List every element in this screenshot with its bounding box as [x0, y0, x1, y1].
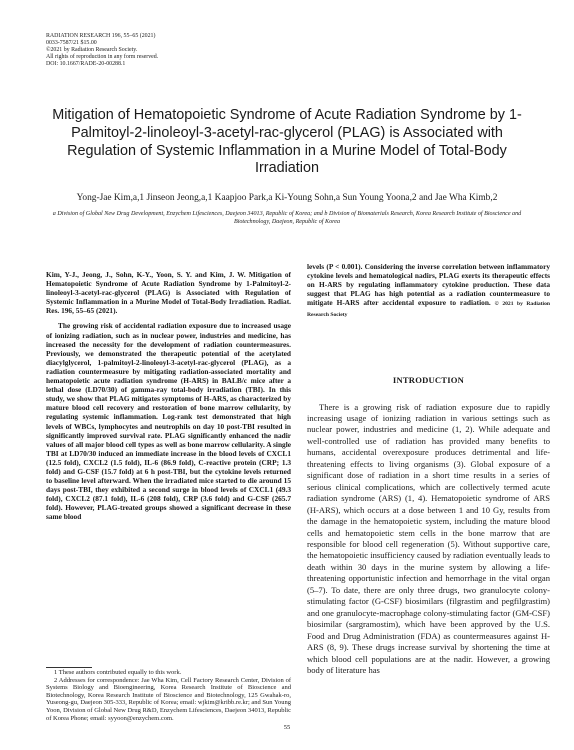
copyright-line: ©2021 by Radiation Research Society. — [46, 47, 138, 54]
page-number: 55 — [283, 724, 291, 731]
abstract-citation: Kim, Y-J., Jeong, J., Sohn, K-Y., Yoon, S. Y. and Kim, J. W. Mitigation of Hematopoietic Syndrome of Acute Radiation Syndrome by 1-Palmitoyl-2-linoleoyl-3-acetyl-rac-glycerol (PLAG) is Associated with Regulation of Systemic Inflammation in a Murine Model of Total-Body Irradiation. Radiat. Res. 196, 55–65 (2021). — [46, 270, 291, 316]
article-title: Mitigation of Hematopoietic Syndrome of Acute Radiation Syndrome by 1-Palmitoyl-2-linoleoyl-3-acetyl-rac-glycerol (PLAG) is Associated with Regulation of Systemic Inflammation in a Murine Model of Total-Body Irradiation — [52, 107, 522, 177]
journal-header — [46, 33, 158, 68]
abstract-continuation — [307, 262, 550, 321]
rights-line: All rights of reproduction in any form reserved. — [46, 54, 159, 61]
affiliations: a Division of Global New Drug Development, Enzychem Lifesciences, Daejeon 34013, Republic of Korea; and b Division of Biomaterials Research, Korea Research Institute of Bioscience and Biotechnology, Daejeon, Republic of Korea — [52, 211, 522, 226]
doi-line: DOI: 10.1667/RADE-20-00288.1 — [46, 61, 126, 68]
abstract-copyright: © 2021 by Radiation Research Society — [307, 301, 551, 319]
issn-line: 0033-7587/21 $15.00 — [46, 40, 97, 47]
introduction-body: There is a growing risk of radiation exposure due to rapidly increasing usage of ionizing radiation in various settings such as nuclear power, industries and medicine (1, 2). While adequate and well-controlled use of radiation has provided many benefits to humans, accidental overexposure produces detrimental and life-threatening effects to living organisms (3). Global exposure of a significant dose of radiation in a short time results in a series of serious clinical complications, which are collectively termed acute radiation syndrome (ARS) (1, 4). Hematopoietic syndrome of ARS (H-ARS), which occurs at a dose between 1 and 10 Gy, results from the damage in the hematopoietic system, including the mature blood cells and hematopoietic stem cells in the bone marrow that are responsible for blood cell regeneration (5). Without supportive care, the hematopoietic insufficiency caused by radiation eventually leads to death within 30 days in the murine system by allowing a life-threatening opportunistic infection and hemorrhage in the vital organ (5–7). To date, there are only three drugs, two granulocyte colony-stimulating factor (G-CSF) biosimilars (filgrastim and pegfilgrastim) and one granulocyte-macrophage colony-stimulating factor (GM-CSF) biosimilar (sargramostim), which have been approved by the U.S. Food and Drug Administration (FDA) as countermeasures against H-ARS (8, 9). These drugs increase survival by shortening the time at which blood cell populations are at the nadir. However, a growing body of literature has — [307, 401, 550, 675]
introduction-heading: INTRODUCTION — [392, 374, 465, 385]
abstract-continuation-text: levels (P < 0.001). Considering the inverse correlation between inflammatory cytokine levels and hematological nadirs, PLAG exerts its therapeutic effects on H-ARS by regulating inflammatory cytokine production. These data suggest that PLAG has high potential as a radiation countermeasure to mitigate H-ARS after accidental exposure to radiation. — [307, 262, 550, 308]
journal-citation-line: RADIATION RESEARCH 196, 55–65 (2021) — [46, 33, 156, 39]
right-column — [307, 262, 550, 676]
footnote-1: 1 These authors contributed equally to this work. — [54, 669, 182, 676]
author-list: Yong-Jae Kim,a,1 Jinseon Jeong,a,1 Kaapjoo Park,a Ki-Young Sohn,a Sun Young Yoona,2 and Jae Wha Kimb,2 — [76, 193, 498, 203]
footnote-divider — [46, 667, 92, 668]
left-column — [46, 270, 291, 522]
footnote-2: 2 Addresses for correspondence: Jae Wha Kim, Cell Factory Research Center, Division of Systems Biology and Bioengineering, Korea Research Institute of Bioscience and Biotechnology, Korea Research Institute of Bioscience and Biotechnology, 125 Gwahak-ro, Yuseong-gu, Daejeon 305-333, Republic of Korea; email: wjkim@kribb.re.kr; and Sun Young Yoon, Division of Global New Drug R&D, Enzychem Lifesciences, Daejeon 34013, Republic of Korea Phone; email: syyoon@enzychem.com. — [46, 676, 291, 722]
abstract-body: The growing risk of accidental radiation exposure due to increased usage of ionizing radiation, such as in nuclear power, industries and medicine, has increased the necessity for the development of radiation countermeasures. Previously, we demonstrated the therapeutic potential of the acetylated diacylglycerol, 1-palmitoyl-2-linoleoyl-3-acetyl-rac-glycerol (PLAG), as a radiation countermeasure by mitigating radiation-associated mortality and hematopoietic acute radiation syndrome (H-ARS) in BALB/c mice after a lethal dose (LD70/30) of gamma-ray total-body irradiation (TBI). In this study, we show that PLAG mitigates symptoms of H-ARS, as characterized by mature blood cell recovery and restoration of bone marrow cellularity, by regulating systemic inflammation. Log-rank test demonstrated that high levels of WBCs, lymphocytes and neutrophils on day 10 post-TBI resulted in significantly improved survival rate. PLAG significantly enhanced the nadir values of all major blood cell types as well as bone marrow cellularity. A single TBI at LD70/30 induced an immediate increase in the blood levels of CXCL1 (12.5 fold), CXCL2 (1.5 fold), IL-6 (86.9 fold), C-reactive protein (CRP; 1.3 fold) and G-CSF (15.7 fold) at 6 h post-TBI, but the cytokine levels returned to baseline level afterward. When the irradiated mice started to die around 15 days post-TBI, they exhibited a second surge in blood levels of CXCL1 (49.3 fold), CXCL2 (87.1 fold), IL-6 (208 fold), CRP (3.6 fold) and G-CSF (265.7 fold). However, PLAG-treated groups showed a significant decrease in these same blood — [46, 321, 291, 522]
footnotes — [46, 669, 291, 722]
